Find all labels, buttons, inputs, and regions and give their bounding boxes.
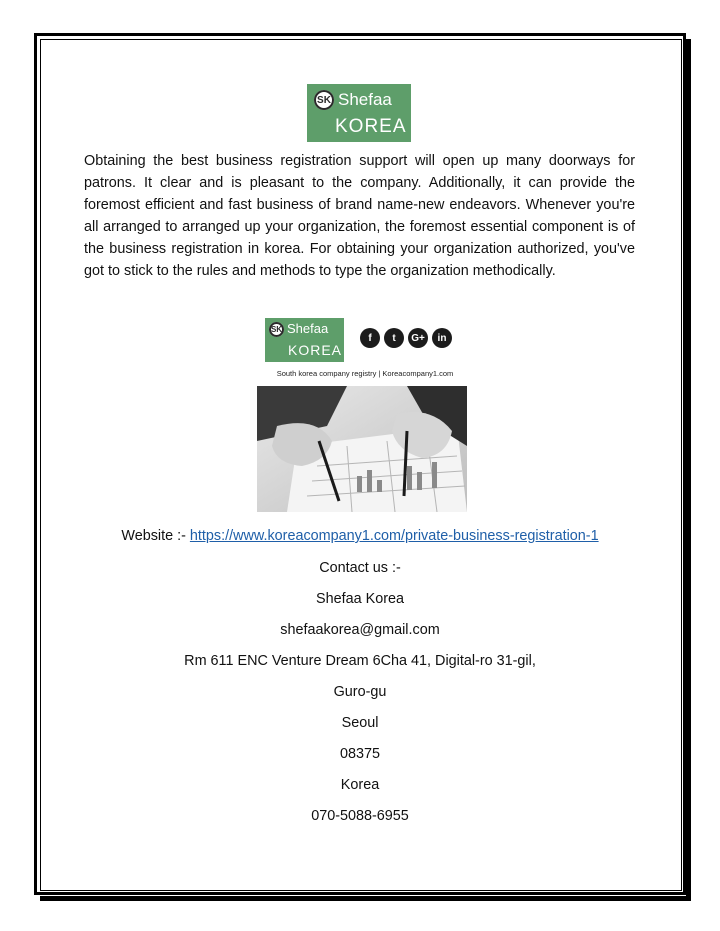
linkedin-icon: in <box>432 328 452 348</box>
googleplus-icon: G+ <box>408 328 428 348</box>
contact-email: shefaakorea@gmail.com <box>280 622 440 638</box>
website-link[interactable]: https://www.koreacompany1.com/private-business-registration-1 <box>189 528 599 544</box>
photo-illustration <box>257 386 467 512</box>
intro-paragraph: Obtaining the best business registration support will open up many doorways for patrons. It clear and is pleasant to the company. Additionally, it can provide the foremost efficient and fast business of brand name-new endeavors. Whenever you're all arranged to arranged up your organization, the foremost essential component is of the business registration in korea. For obtaining your organization authorized, you've got to stick to the rules and methods to type the organization methodically. <box>84 153 635 279</box>
banner-logo <box>265 318 344 362</box>
website-label: Website :- <box>121 528 186 544</box>
banner-logo-word-shefaa: Shefaa <box>287 321 329 336</box>
company-banner <box>256 312 474 386</box>
banner-logo-word-korea: KOREA <box>288 342 343 358</box>
contact-postcode: 08375 <box>339 746 381 762</box>
contact-phone: 070-5088-6955 <box>311 808 409 824</box>
banner-logo-mark-icon: SK <box>269 322 284 337</box>
facebook-icon: f <box>360 328 380 348</box>
social-icons <box>360 328 452 348</box>
twitter-icon: t <box>384 328 404 348</box>
contact-district: Guro-gu <box>333 684 387 700</box>
contact-name: Shefaa Korea <box>315 591 404 607</box>
shefaa-korea-logo <box>307 84 411 142</box>
logo-mark-icon: SK <box>314 90 334 110</box>
banner-caption: South korea company registry | Koreacompany1.com <box>276 369 454 378</box>
website-line <box>40 528 680 544</box>
contact-country: Korea <box>340 777 380 793</box>
logo-word-shefaa: Shefaa <box>338 90 392 109</box>
contact-label: Contact us :- <box>319 560 401 576</box>
logo-word-korea: KOREA <box>335 116 407 137</box>
contact-city: Seoul <box>341 715 379 731</box>
business-meeting-photo <box>257 386 467 512</box>
contact-address: Rm 611 ENC Venture Dream 6Cha 41, Digital-ro 31-gil, <box>184 653 536 669</box>
